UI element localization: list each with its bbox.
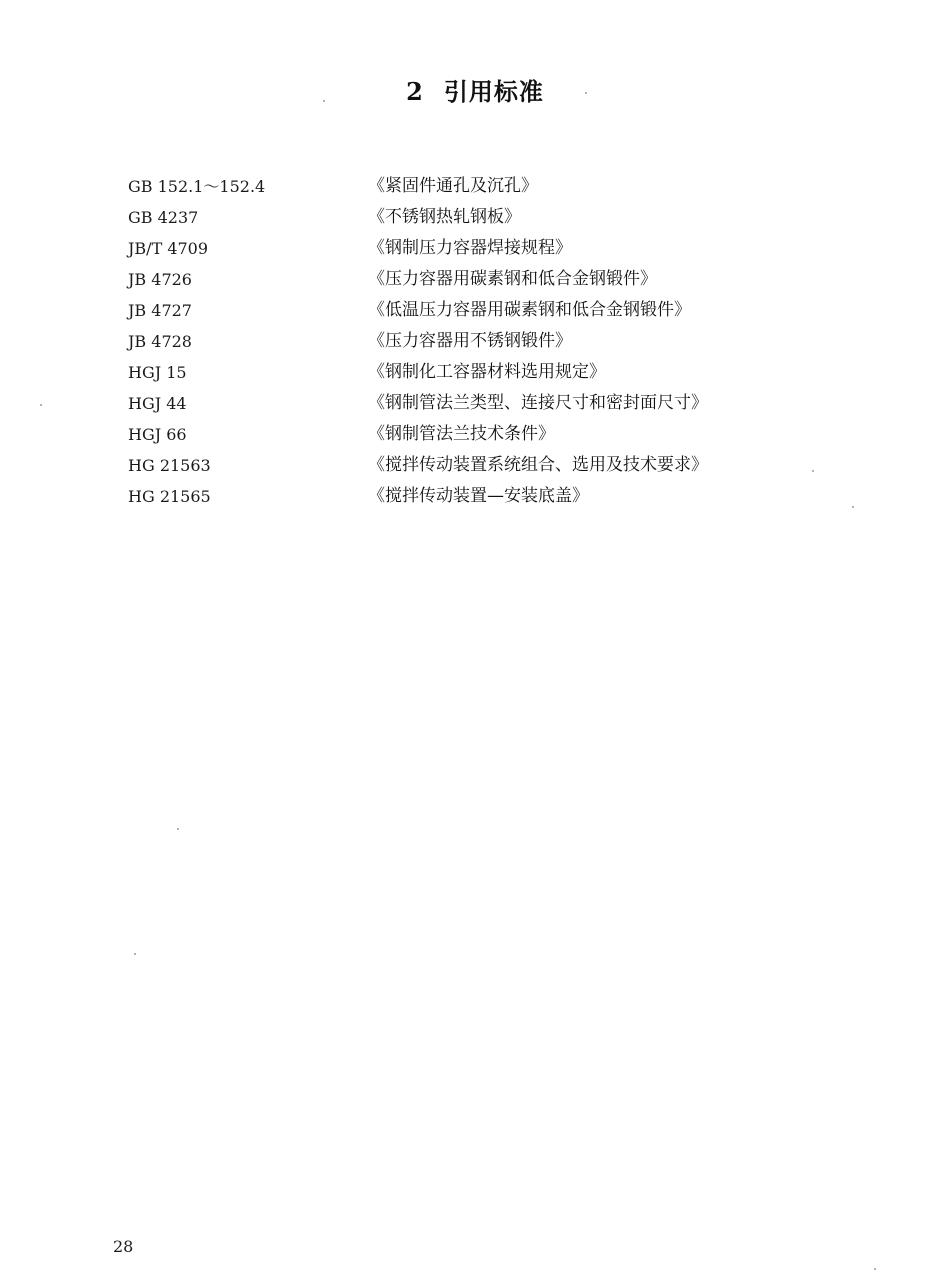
scan-speck [40, 404, 42, 406]
scan-speck [134, 953, 136, 955]
scan-speck [852, 506, 854, 508]
standard-title: 《压力容器用碳素钢和低合金钢锻件》 [368, 269, 657, 289]
scan-speck [812, 470, 814, 472]
standard-title: 《紧固件通孔及沉孔》 [368, 176, 538, 196]
reference-item [128, 450, 828, 481]
standard-code: HGJ 44 [128, 394, 187, 413]
standard-title: 《钢制管法兰技术条件》 [368, 424, 555, 444]
standard-title: 《钢制化工容器材料选用规定》 [368, 362, 606, 382]
section-heading [0, 72, 950, 107]
standard-code: GB 4237 [128, 208, 199, 227]
standard-title: 《钢制管法兰类型、连接尺寸和密封面尺寸》 [368, 393, 708, 413]
reference-item [128, 233, 828, 264]
section-number: 2 [406, 77, 424, 106]
standard-code: JB 4727 [128, 301, 192, 320]
standard-title: 《钢制压力容器焊接规程》 [368, 238, 572, 258]
reference-item [128, 388, 828, 419]
standard-code: HG 21565 [128, 487, 211, 506]
reference-item [128, 264, 828, 295]
standard-title: 《压力容器用不锈钢锻件》 [368, 331, 572, 351]
standard-code: JB/T 4709 [128, 239, 209, 258]
standard-title: 《搅拌传动装置系统组合、选用及技术要求》 [368, 455, 708, 475]
standard-code: HG 21563 [128, 456, 211, 475]
standard-title: 《搅拌传动装置—安装底盖》 [368, 486, 589, 506]
scan-speck [585, 92, 587, 94]
scan-speck [323, 100, 325, 102]
standard-code: HGJ 15 [128, 363, 187, 382]
standard-code: HGJ 66 [128, 425, 187, 444]
scan-speck [874, 1268, 876, 1270]
standard-code: GB 152.1～152.4 [128, 177, 266, 196]
standard-title: 《低温压力容器用碳素钢和低合金钢锻件》 [368, 300, 691, 320]
reference-item [128, 481, 828, 512]
reference-item [128, 295, 828, 326]
reference-list [128, 171, 828, 512]
page-number: 28 [113, 1237, 134, 1256]
section-title: 引用标准 [443, 78, 544, 106]
standard-code: JB 4728 [128, 332, 192, 351]
scan-speck [177, 828, 179, 830]
reference-item [128, 326, 828, 357]
reference-item [128, 357, 828, 388]
standard-title: 《不锈钢热轧钢板》 [368, 207, 521, 227]
reference-item [128, 171, 828, 202]
standard-code: JB 4726 [128, 270, 192, 289]
reference-item [128, 202, 828, 233]
reference-item [128, 419, 828, 450]
